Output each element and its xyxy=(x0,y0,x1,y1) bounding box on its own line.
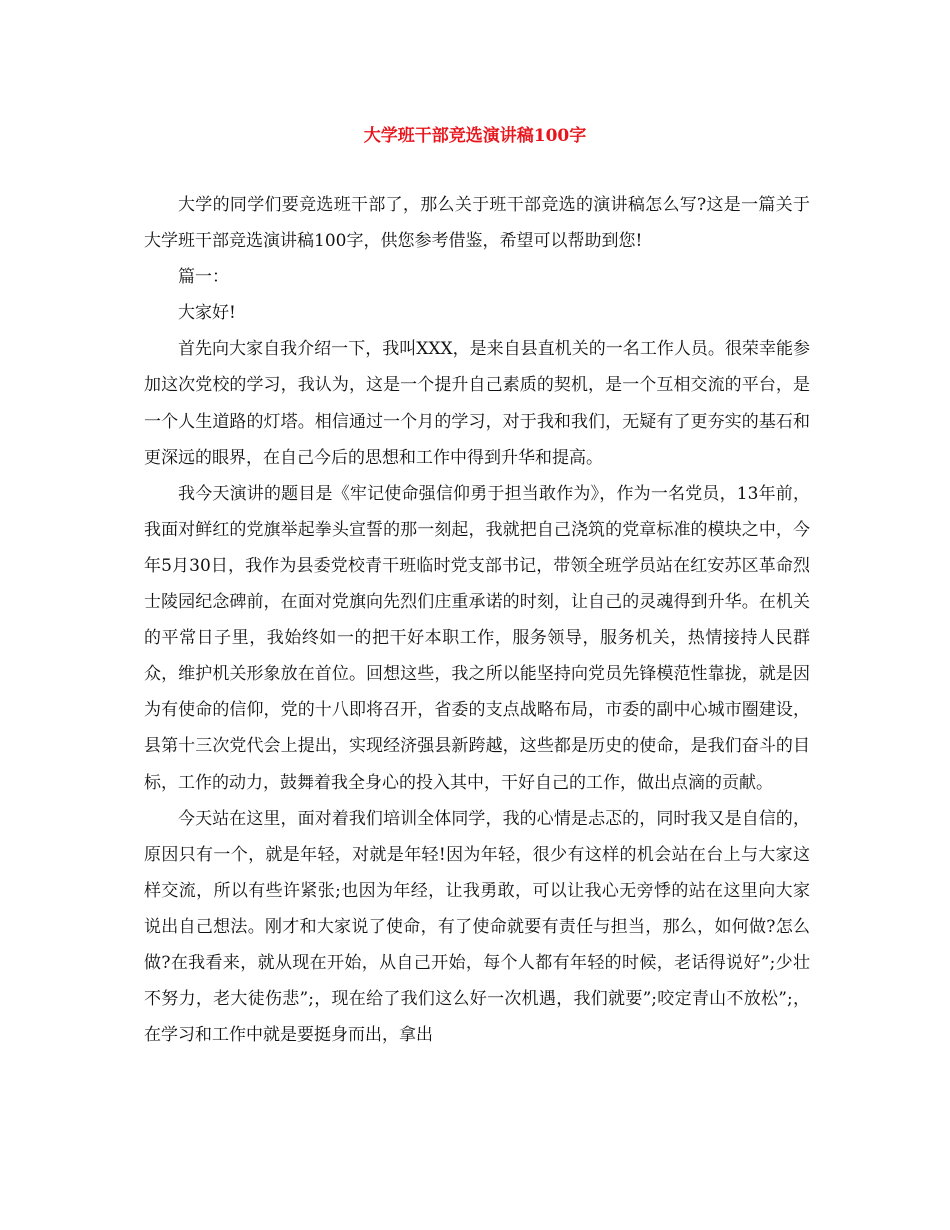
document-body xyxy=(144,187,810,1053)
greeting-paragraph: 大家好! xyxy=(178,303,236,324)
intro-paragraph: 大学的同学们要竞选班干部了，那么关于班干部竞选的演讲稿怎么写?这是一篇关于大学班干部竞选演讲稿100字，供您参考借鉴，希望可以帮助到您! xyxy=(144,195,810,252)
body-paragraph: 首先向大家自我介绍一下，我叫XXX，是来自县直机关的一名工作人员。很荣幸能参加这次党校的学习，我认为，这是一个提升自己素质的契机，是一个互相交流的平台，是一个人生道路的灯塔。相信通过一个月的学习，对于我和我们，无疑有了更夯实的基石和更深远的眼界，在自己今后的思想和工作中得到升华和提高。 xyxy=(144,339,810,468)
section-heading: 篇一： xyxy=(178,267,229,288)
body-paragraph: 今天站在这里，面对着我们培训全体同学，我的心情是忐忑的，同时我又是自信的，原因只有一个，就是年轻，对就是年轻!因为年轻，很少有这样的机会站在台上与大家这样交流，所以有些许紧张;也因为年经，让我勇敢，可以让我心无旁悸的站在这里向大家说出自己想法。刚才和大家说了使命，有了使命就要有责任与担当，那么，如何做?怎么做?在我看来，就从现在开始，从自己开始，每个人都有年轻的时候，老话得说好”;少壮不努力，老大徒伤悲”;，现在给了我们这么好一次机遇，我们就要”;咬定青山不放松”;，在学习和工作中就是要挺身而出，拿出 xyxy=(144,808,810,1046)
document-title: 大学班干部竞选演讲稿100字 xyxy=(363,126,587,146)
body-paragraph: 我今天演讲的题目是《牢记使命强信仰勇于担当敢作为》，作为一名党员，13年前，我面对鲜红的党旗举起拳头宣誓的那一刻起，我就把自己浇筑的党章标准的模块之中，今年5月30日，我作为县委党校青干班临时党支部书记，带领全班学员站在红安苏区革命烈士陵园纪念碑前，在面对党旗向先烈们庄重承诺的时刻，让自己的灵魂得到升华。在机关的平常日子里，我始终如一的把干好本职工作，服务领导，服务机关，热情接持人民群众，维护机关形象放在首位。回想这些，我之所以能坚持向党员先锋模范性靠拢，就是因为有使命的信仰，党的十八即将召开，省委的支点战略布局，市委的副中心城市圈建设，县第十三次党代会上提出，实现经济强县新跨越，这些都是历史的使命，是我们奋斗的目标，工作的动力，鼓舞着我全身心的投入其中，干好自己的工作，做出点滴的贡献。 xyxy=(144,483,810,793)
